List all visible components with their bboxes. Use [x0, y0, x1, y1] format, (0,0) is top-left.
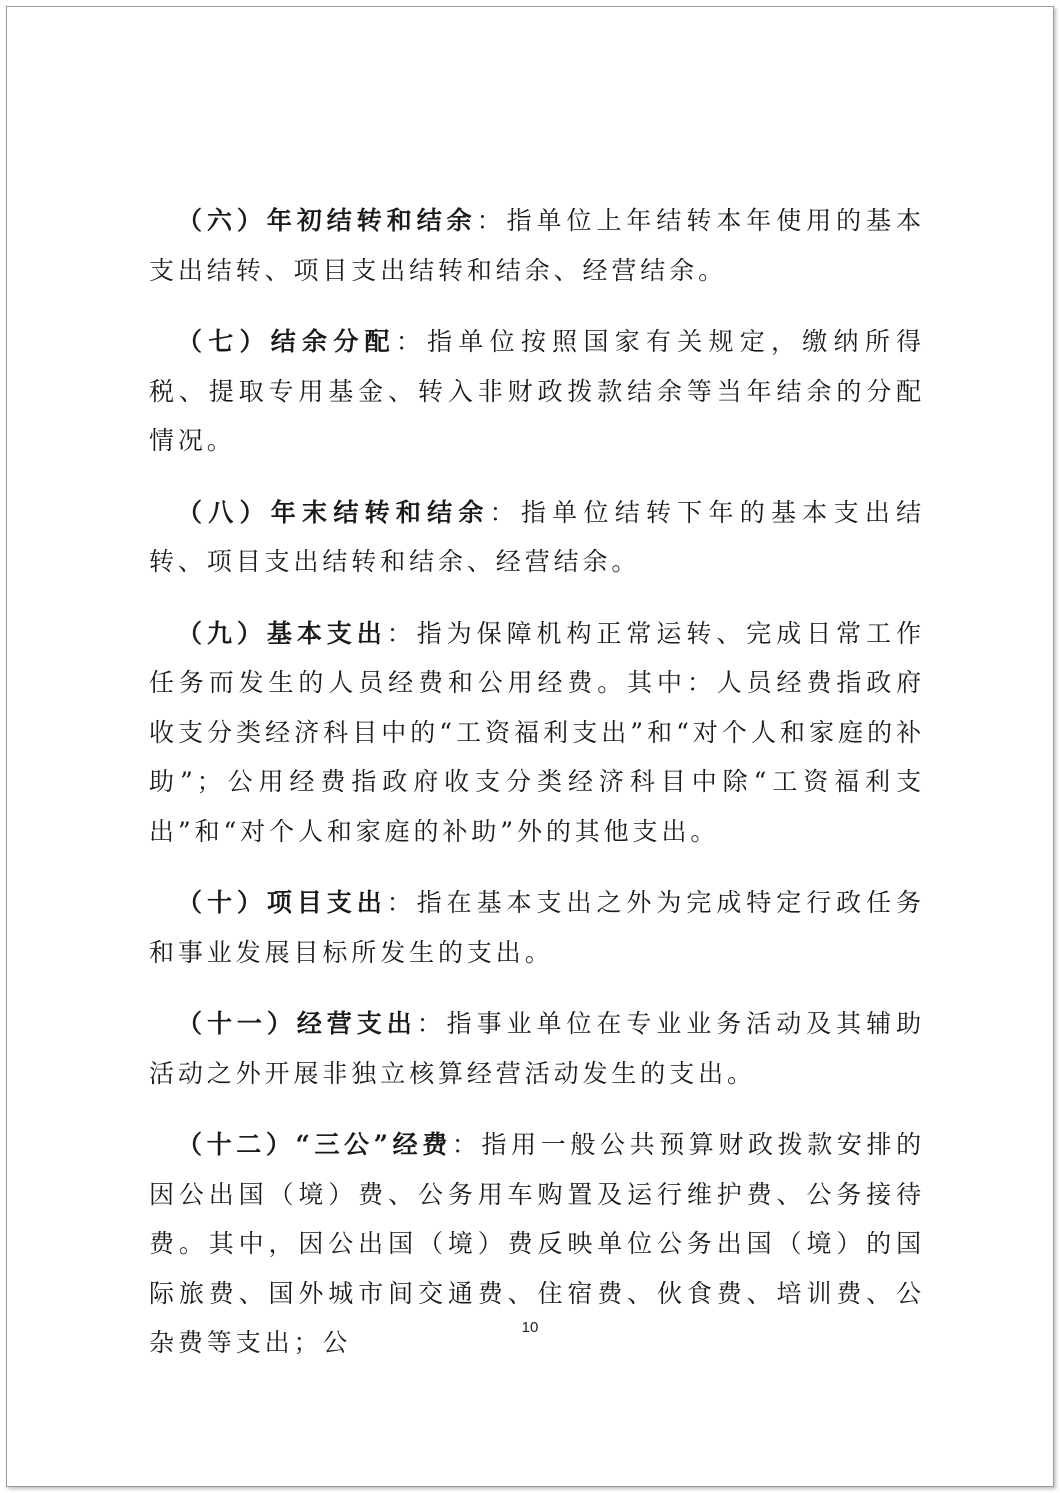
term-heading: （六）年初结转和结余 [177, 206, 477, 235]
paragraph-9 [149, 609, 925, 857]
paragraph-6 [149, 196, 925, 295]
term-definition: ：指用一般公共预算财政拨款安排的因公出国（境）费、公务用车购置及运行维护费、公务接待费。其中，因公出国（境）费反映单位公务出国（境）的国际旅费、国外城市间交通费、住宿费、伙食费、培训费、公杂费等支出；公 [149, 1130, 926, 1357]
term-heading: （十一）经营支出 [177, 1009, 417, 1038]
page-number: 10 [521, 1319, 539, 1336]
term-heading: （十二）“三公”经费 [177, 1130, 452, 1159]
paragraph-10 [149, 878, 925, 977]
term-heading: （九）基本支出 [177, 618, 387, 648]
paragraph-8 [149, 488, 925, 587]
paragraph-7 [149, 317, 925, 466]
paragraph-11 [149, 999, 925, 1098]
term-heading: （十）项目支出 [177, 888, 387, 917]
term-definition: ：指单位按照国家有关规定，缴纳所得税、提取专用基金、转入非财政拨款结余等当年结余的分配情况。 [149, 327, 925, 455]
term-definition: ：指单位结转下年的基本支出结转、项目支出结转和结余、经营结余。 [149, 497, 925, 576]
term-definition: ：指单位上年结转本年使用的基本支出结转、项目支出结转和结余、经营结余。 [149, 206, 925, 285]
term-definition: ：指为保障机构正常运转、完成日常工作任务而发生的人员经费和公用经费。其中：人员经费指政府收支分类经济科目中的“工资福利支出”和“对个人和家庭的补助”；公用经费指政府收支分类经济科目中除“工资福利支出”和“对个人和家庭的补助”外的其他支出。 [149, 618, 925, 846]
term-heading: （七）结余分配 [177, 327, 396, 356]
term-definition: ：指在基本支出之外为完成特定行政任务和事业发展目标所发生的支出。 [149, 888, 925, 967]
term-definition: ：指事业单位在专业业务活动及其辅助活动之外开展非独立核算经营活动发生的支出。 [149, 1009, 925, 1088]
term-heading: （八）年末结转和结余 [177, 497, 490, 527]
document-body [149, 196, 925, 1390]
